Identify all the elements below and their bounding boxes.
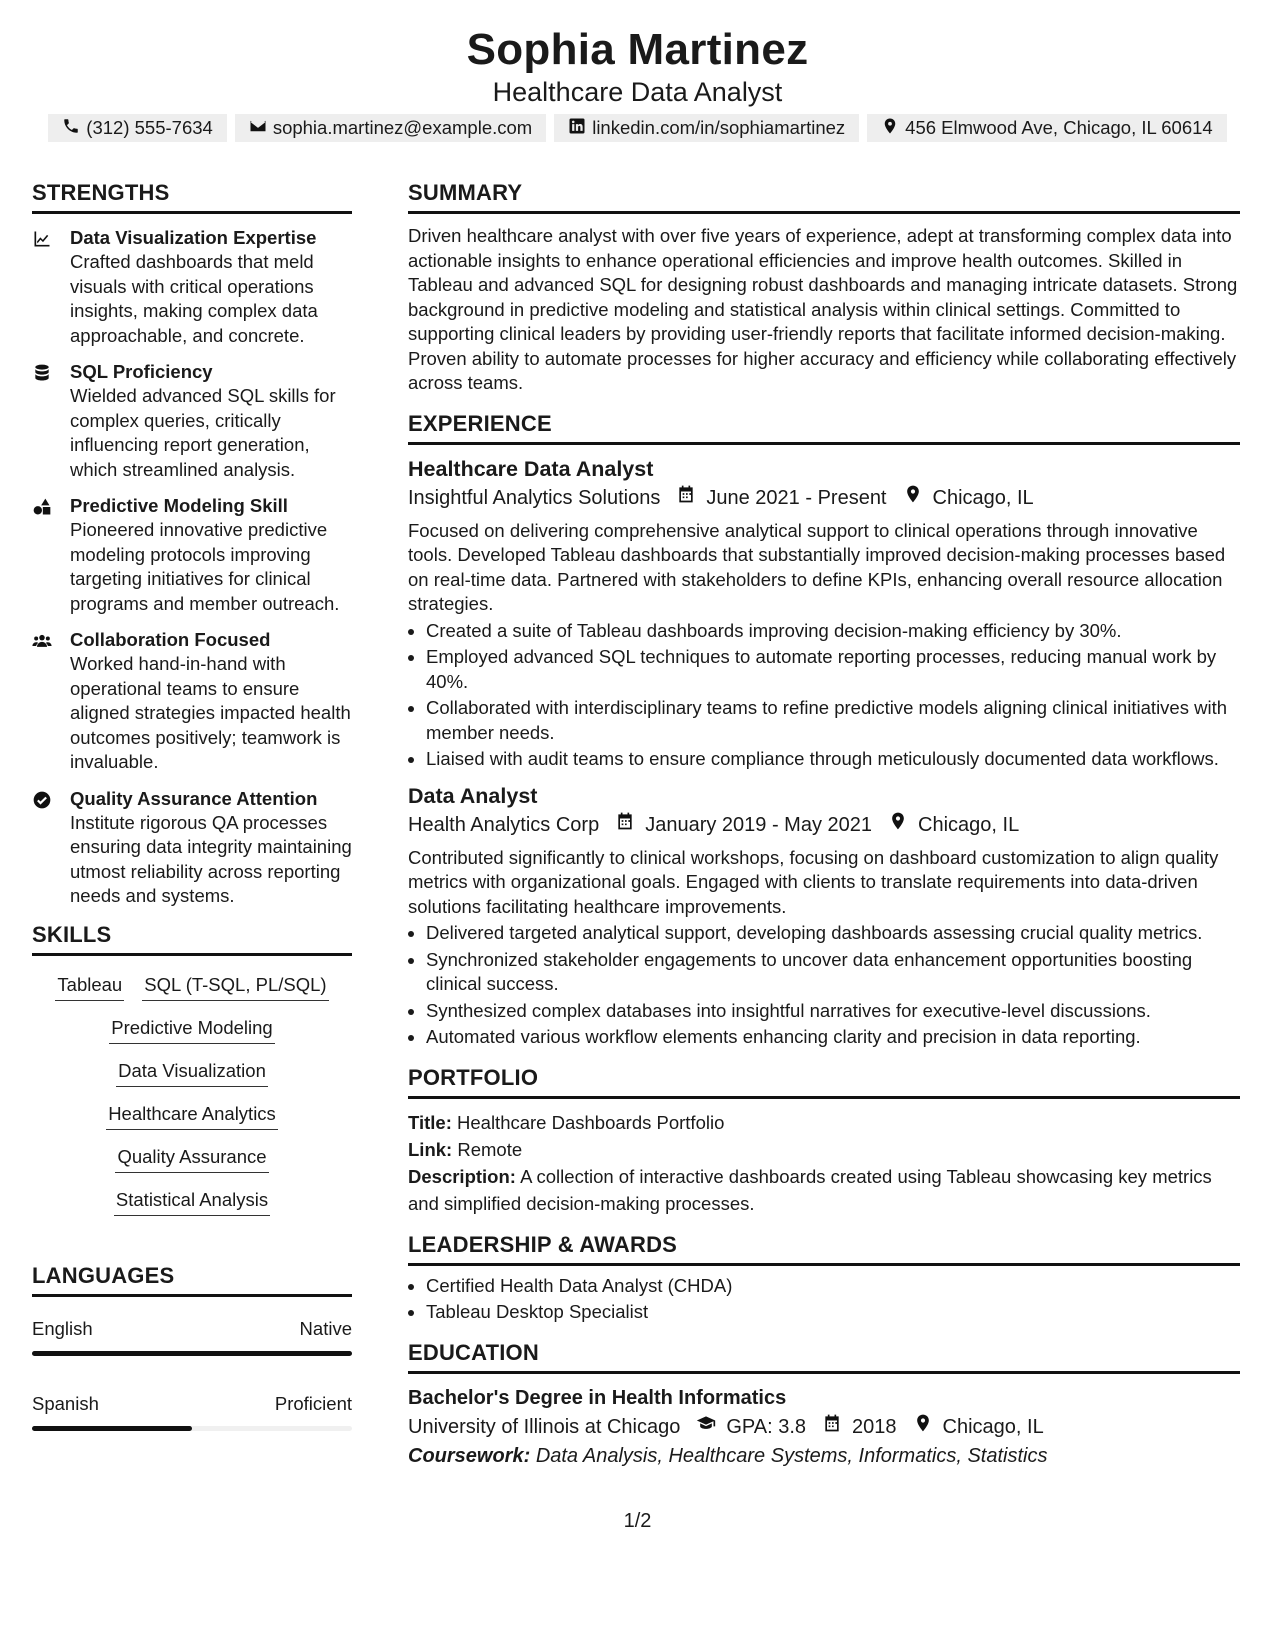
job-bullets (408, 921, 1240, 1050)
portfolio-link-label: Link: (408, 1138, 453, 1160)
job-description: Contributed significantly to clinical workshops, focusing on dashboard customization to align quality metrics with organizational goals. Engaged with clients to translate requirements into data-driven solutions facilitating healthcare improvements. (408, 846, 1219, 917)
portfolio-description-label: Description: (408, 1165, 516, 1187)
resume-header (0, 22, 1275, 108)
graduation-year: 2018 (852, 1415, 897, 1438)
map-pin-icon (913, 1412, 933, 1442)
strength-title: Data Visualization Expertise (70, 227, 317, 248)
strength-description: Wielded advanced SQL skills for complex queries, critically influencing report generation, which streamlined analysis. (70, 385, 336, 480)
envelope-icon (249, 117, 267, 140)
list-item: • Tableau Desktop Specialist (426, 1300, 1240, 1325)
candidate-title: Healthcare Data Analyst (492, 77, 783, 107)
job-entry (408, 455, 1240, 772)
language-level: Native (299, 1317, 352, 1339)
contact-phone-text: (312) 555-7634 (86, 117, 213, 138)
left-column (32, 179, 352, 1431)
language-name: Spanish (32, 1392, 99, 1414)
gpa: GPA: 3.8 (726, 1415, 807, 1438)
awards-heading: LEADERSHIP & AWARDS (408, 1231, 1240, 1266)
skills-section (32, 921, 352, 1216)
list-item: • Delivered targeted analytical support, developing dashboards assessing crucial quality metrics. (426, 921, 1240, 946)
skills-heading: SKILLS (32, 921, 352, 956)
summary-section (408, 179, 1240, 396)
experience-heading: EXPERIENCE (408, 410, 1240, 445)
contact-linkedin[interactable] (554, 114, 859, 142)
job-location: Chicago, IL (932, 486, 1034, 509)
language-item (32, 1317, 352, 1356)
job-dates: January 2019 - May 2021 (645, 813, 873, 836)
coursework (408, 1442, 1240, 1470)
portfolio-title-label: Title: (408, 1111, 452, 1133)
portfolio-title-row (408, 1109, 1240, 1136)
strengths-section (32, 179, 352, 909)
map-pin-icon (881, 117, 899, 140)
skill-tag: Tableau (55, 972, 124, 1001)
strength-item (32, 360, 352, 482)
job-bullets (408, 619, 1240, 772)
language-proficiency-fill (32, 1426, 192, 1431)
job-title: Healthcare Data Analyst (408, 456, 654, 481)
list-item: • Collaborated with interdisciplinary teams to refine predictive models aligning clinical initiatives with member needs. (426, 696, 1240, 745)
contact-phone[interactable] (48, 114, 227, 142)
language-item (32, 1392, 352, 1431)
strength-description: Pioneered innovative predictive modeling protocols improving targeting initiatives for clinical programs and member outreach. (70, 519, 340, 614)
page-number: 1/2 (623, 1510, 652, 1532)
strength-title: Collaboration Focused (70, 629, 271, 650)
job-description: Focused on delivering comprehensive analytical support to clinical operations through innovative tools. Developed Tableau dashboards that substantially improved decision-making processes based on real-time data. Partnered with stakeholders to define KPIs, enhancing overall resource allocation strategies. (408, 519, 1226, 614)
strengths-heading: STRENGTHS (32, 179, 352, 214)
coursework-list: Data Analysis, Healthcare Systems, Informatics, Statistics (535, 1444, 1048, 1467)
coursework-label: Coursework: (408, 1444, 531, 1467)
awards-list (408, 1274, 1240, 1325)
calendar-icon (676, 483, 696, 513)
job-company: Insightful Analytics Solutions (408, 486, 661, 509)
linkedin-icon (568, 117, 586, 140)
list-item: • Liaised with audit teams to ensure compliance through meticulously documented data workflows. (426, 747, 1240, 772)
strength-item (32, 494, 352, 616)
strength-item (32, 787, 352, 909)
strength-title: Predictive Modeling Skill (70, 495, 288, 516)
job-entry (408, 782, 1240, 1050)
shapes-icon (32, 494, 70, 616)
strength-description: Institute rigorous QA processes ensuring data integrity maintaining utmost reliability across reporting needs and systems. (70, 811, 352, 906)
chart-line-icon (32, 226, 70, 348)
strength-title: SQL Proficiency (70, 361, 213, 382)
users-icon (32, 628, 70, 775)
school-location: Chicago, IL (942, 1415, 1044, 1438)
language-proficiency-bar (32, 1351, 352, 1356)
list-item: • Certified Health Data Analyst (CHDA) (426, 1274, 1240, 1299)
list-item: • Automated various workflow elements enhancing clarity and precision in data reporting. (426, 1025, 1240, 1050)
language-proficiency-bar (32, 1426, 352, 1431)
contact-address-text: 456 Elmwood Ave, Chicago, IL 60614 (905, 117, 1213, 138)
languages-section (32, 1262, 352, 1431)
right-column (408, 179, 1240, 1484)
skill-tag: SQL (T-SQL, PL/SQL) (142, 972, 328, 1001)
skill-tag: Data Visualization (116, 1058, 268, 1087)
languages-heading: LANGUAGES (32, 1262, 352, 1297)
list-item: • Created a suite of Tableau dashboards improving decision-making efficiency by 30%. (426, 619, 1240, 644)
awards-section (408, 1231, 1240, 1325)
list-item: • Synthesized complex databases into insightful narratives for executive-level discussions. (426, 999, 1240, 1024)
portfolio-description-row (408, 1163, 1240, 1217)
contact-address[interactable] (867, 114, 1227, 142)
list-item: • Synchronized stakeholder engagements to uncover data enhancement opportunities boosting clinical success. (426, 948, 1240, 997)
job-location: Chicago, IL (918, 813, 1020, 836)
portfolio-description: A collection of interactive dashboards created using Tableau showcasing key metrics and simplified decision-making processes. (408, 1165, 1212, 1214)
school-name: University of Illinois at Chicago (408, 1415, 681, 1438)
portfolio-heading: PORTFOLIO (408, 1064, 1240, 1099)
map-pin-icon (888, 810, 908, 840)
strength-description: Worked hand-in-hand with operational teams to ensure aligned strategies impacted health outcomes positively; teamwork is invaluable. (70, 653, 351, 772)
job-title: Data Analyst (408, 783, 538, 808)
skill-tag: Statistical Analysis (114, 1187, 270, 1216)
calendar-icon (615, 810, 635, 840)
contact-email[interactable] (235, 114, 546, 142)
phone-icon (62, 117, 80, 140)
portfolio-link-row (408, 1136, 1240, 1163)
portfolio-link[interactable]: Remote (457, 1138, 523, 1160)
job-dates: June 2021 - Present (706, 486, 887, 509)
database-icon (32, 360, 70, 482)
list-item: • Employed advanced SQL techniques to automate reporting processes, reducing manual work by 40%. (426, 645, 1240, 694)
language-name: English (32, 1317, 93, 1339)
check-circle-icon (32, 787, 70, 909)
summary-text: Driven healthcare analyst with over five years of experience, adept at transforming complex data into actionable insights to enhance operational efficiencies and improve health outcomes. Skilled in Tableau and advanced SQL for designing robust dashboards and managing intricate datasets. Strong background in predictive modeling and statistical analysis within clinical settings. Committed to supporting clinical leaders by providing user-friendly reports that facilitate informed decision-making. Proven ability to automate processes for higher accuracy and efficiency while collaborating effectively across teams. (408, 225, 1238, 393)
education-section (408, 1339, 1240, 1470)
skill-tag: Predictive Modeling (109, 1015, 274, 1044)
contact-bar (0, 114, 1275, 142)
experience-section (408, 410, 1240, 1050)
map-pin-icon (903, 483, 923, 513)
strength-item (32, 226, 352, 348)
summary-heading: SUMMARY (408, 179, 1240, 214)
candidate-name: Sophia Martinez (466, 25, 809, 74)
degree-title: Bachelor's Degree in Health Informatics (408, 1386, 787, 1409)
strength-title: Quality Assurance Attention (70, 787, 318, 809)
language-level: Proficient (274, 1392, 352, 1414)
skill-tag: Quality Assurance (115, 1144, 268, 1173)
strength-description: Crafted dashboards that meld visuals with critical operations insights, making complex data approachable, and concrete. (70, 251, 318, 346)
job-company: Health Analytics Corp (408, 813, 600, 836)
portfolio-section (408, 1064, 1240, 1217)
graduation-cap-icon (696, 1412, 716, 1442)
strength-item (32, 628, 352, 775)
language-proficiency-fill (32, 1351, 352, 1356)
skill-tag: Healthcare Analytics (106, 1101, 278, 1130)
contact-email-text: sophia.martinez@example.com (272, 117, 533, 138)
education-heading: EDUCATION (408, 1339, 1240, 1374)
contact-linkedin-text: linkedin.com/in/sophiamartinez (592, 117, 846, 138)
portfolio-title: Healthcare Dashboards Portfolio (457, 1111, 725, 1133)
calendar-icon (822, 1412, 842, 1442)
